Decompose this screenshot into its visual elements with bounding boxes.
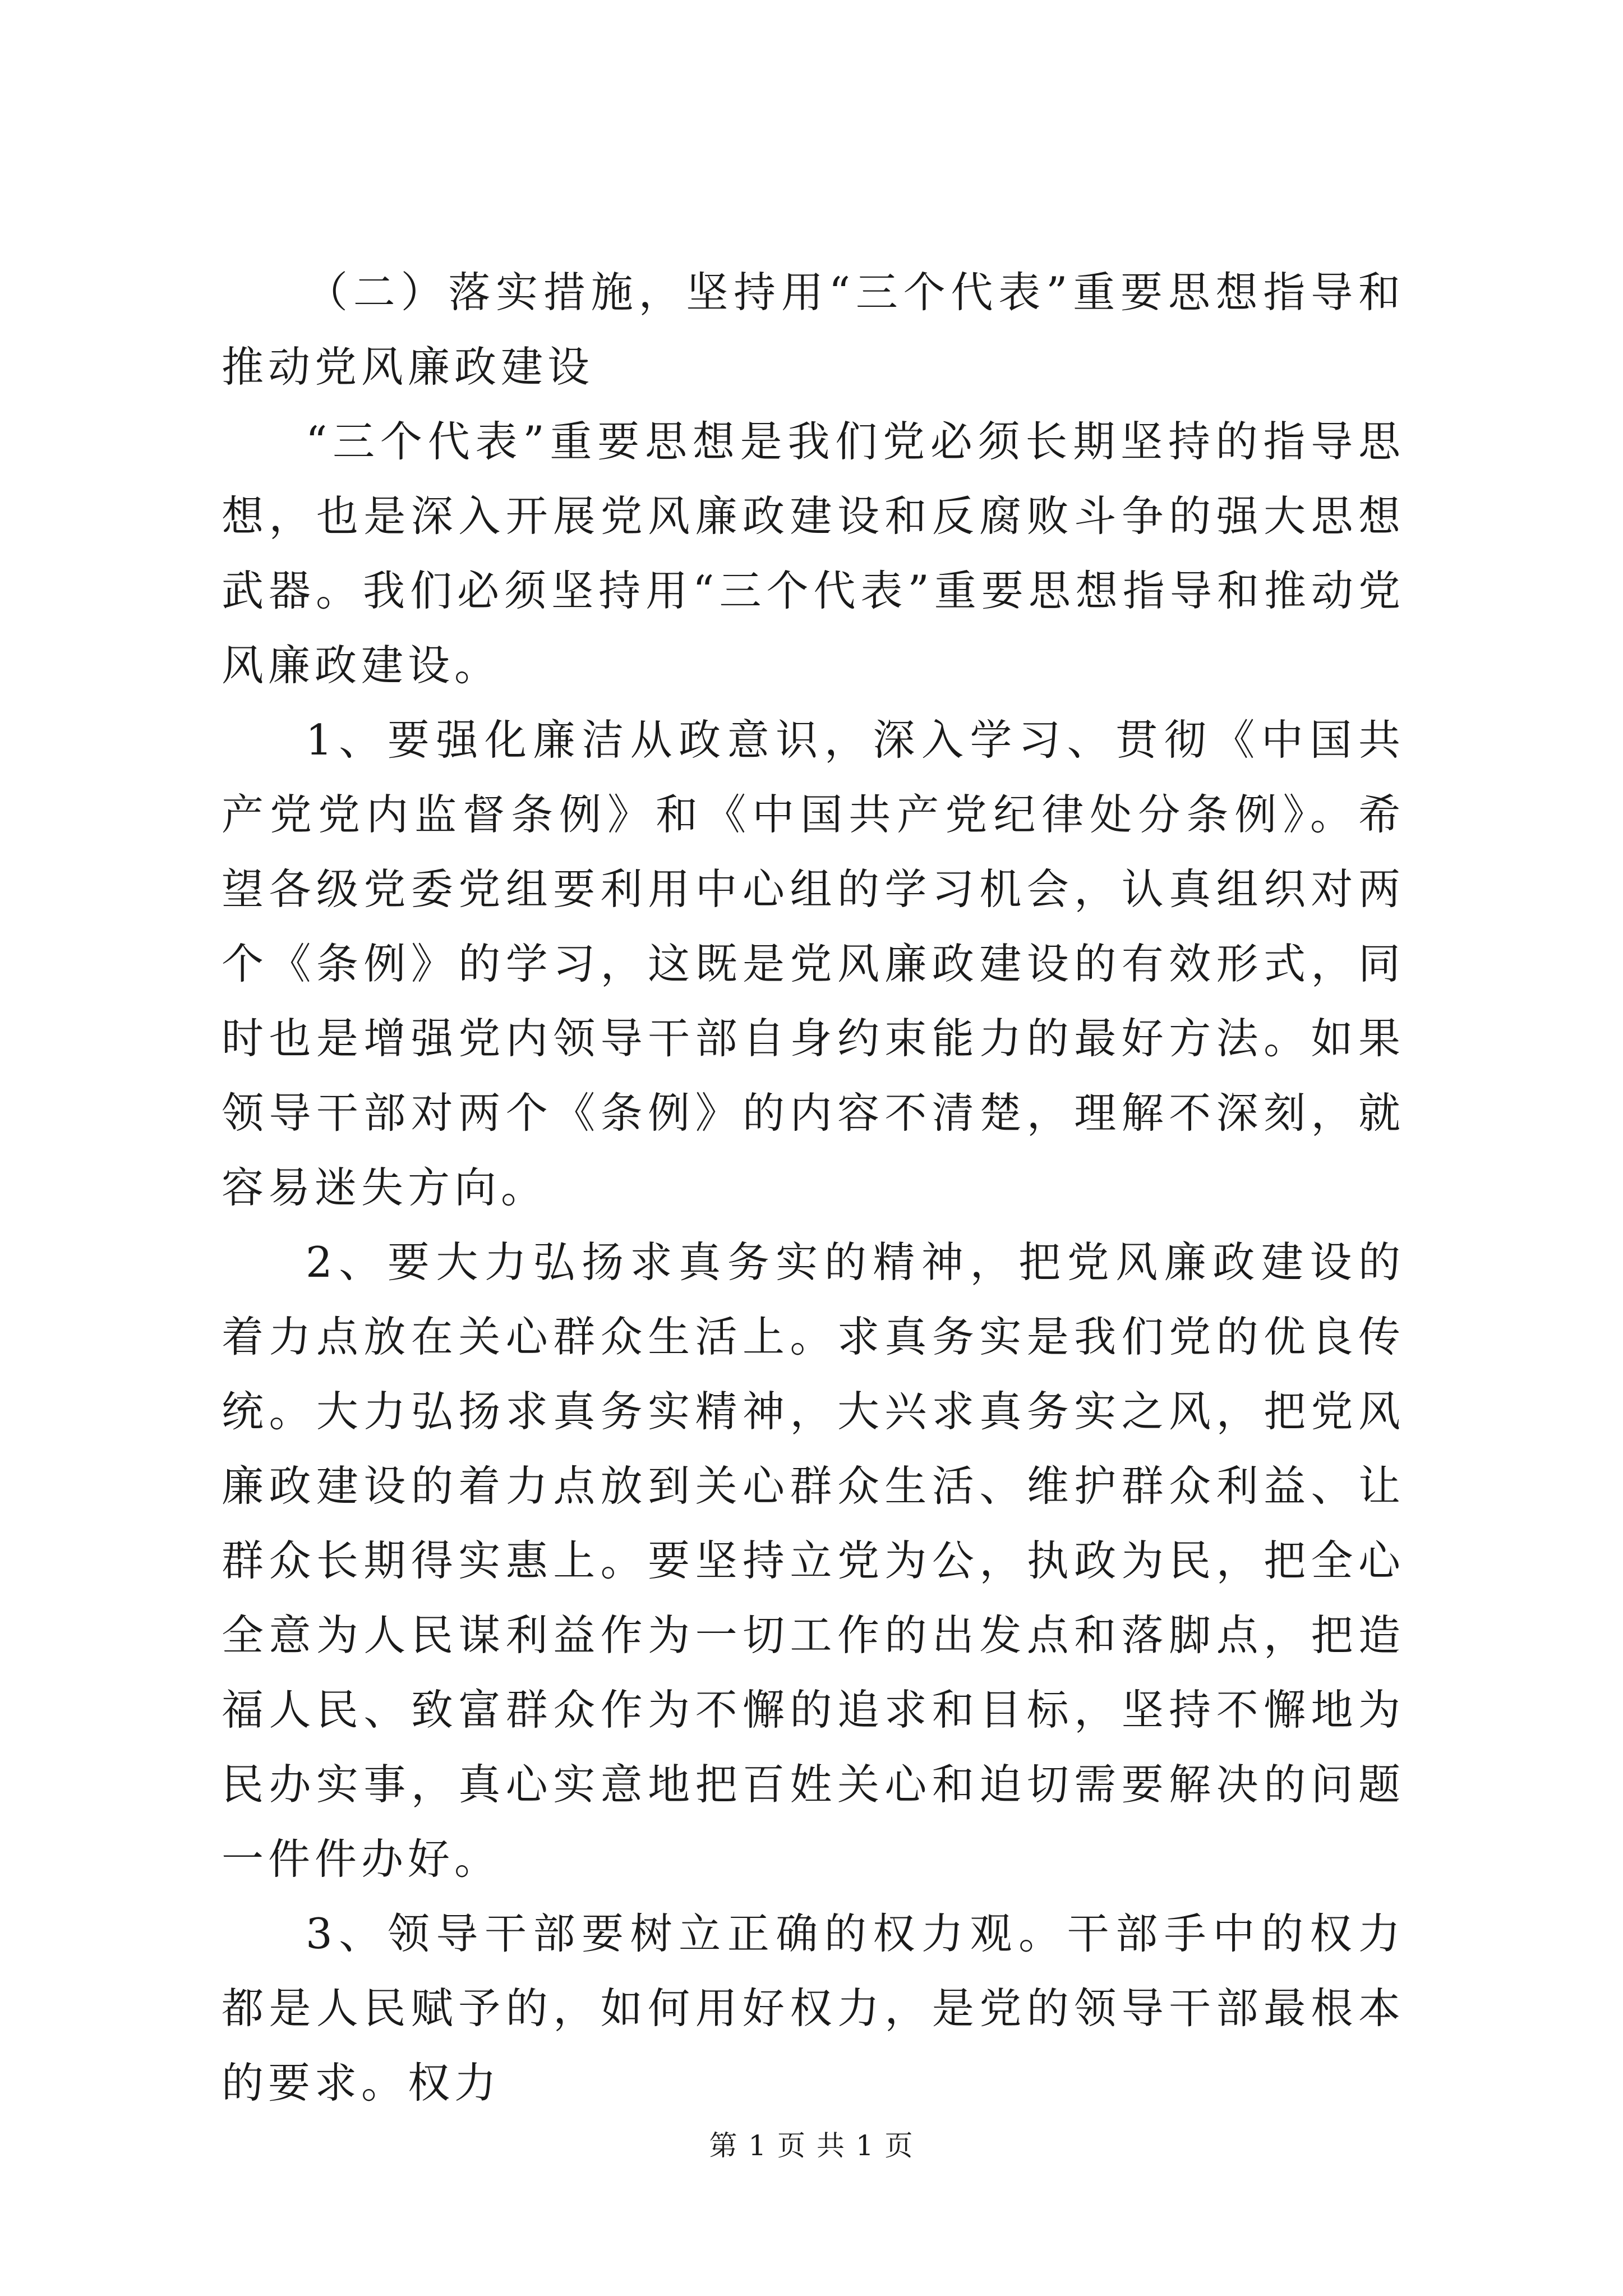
document-body [222, 255, 1405, 2120]
paragraph: 3、领导干部要树立正确的权力观。干部手中的权力都是人民赋予的，如何用好权力，是党的领导干部最根本的要求。权力 [222, 1909, 1405, 2108]
section-heading: （二）落实措施，坚持用“三个代表”重要思想指导和推动党风廉政建设 [222, 268, 1405, 392]
paragraph: 1、要强化廉洁从政意识，深入学习、贯彻《中国共产党党内监督条例》和《中国共产党纪律处分条例》。希望各级党委党组要利用中心组的学习机会，认真组织对两个《条例》的学习，这既是党风廉政建设的有效形式，同时也是增强党内领导干部自身约束能力的最好方法。如果领导干部对两个《条例》的内容不清楚，理解不深刻，就容易迷失方向。 [222, 715, 1405, 1212]
paragraph: “三个代表”重要思想是我们党必须长期坚持的指导思想，也是深入开展党风廉政建设和反腐败斗争的强大思想武器。我们必须坚持用“三个代表”重要思想指导和推动党风廉政建设。 [222, 417, 1405, 690]
paragraph: 2、要大力弘扬求真务实的精神，把党风廉政建设的着力点放在关心群众生活上。求真务实是我们党的优良传统。大力弘扬求真务实精神，大兴求真务实之风，把党风廉政建设的着力点放到关心群众生活、维护群众利益、让群众长期得实惠上。要坚持立党为公，执政为民，把全心全意为人民谋利益作为一切工作的出发点和落脚点，把造福人民、致富群众作为不懈的追求和目标，坚持不懈地为民办实事，真心实意地把百姓关心和迫切需要解决的问题一件件办好。 [222, 1237, 1405, 1884]
page-footer: 第 1 页 共 1 页 [709, 2129, 914, 2162]
